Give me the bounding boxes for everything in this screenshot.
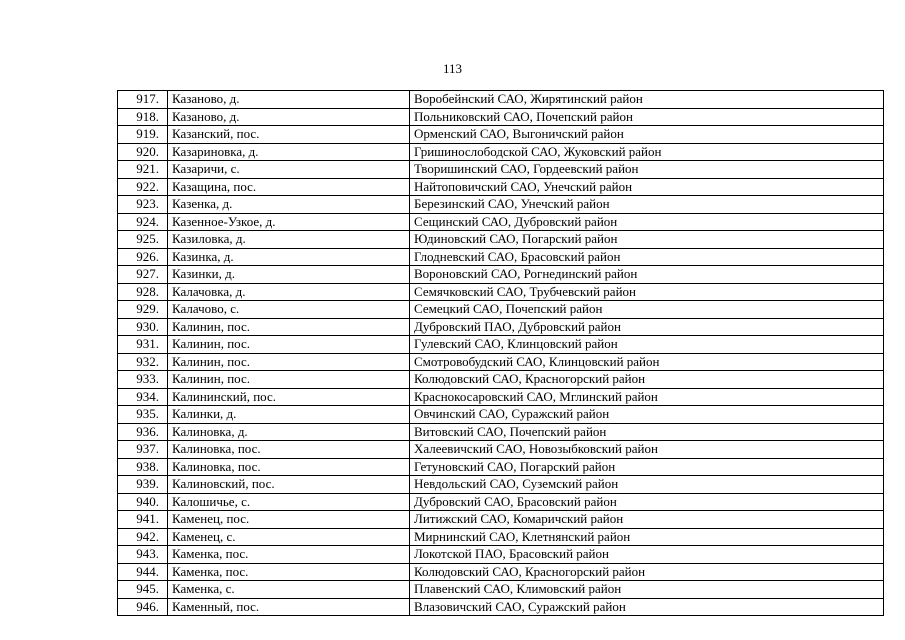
row-number-cell: 918.: [118, 108, 168, 126]
table-row: [118, 563, 884, 581]
district-cell: Польниковский САО, Почепский район: [410, 108, 884, 126]
settlement-name-cell: Каменец, пос.: [168, 511, 410, 529]
table-row: [118, 458, 884, 476]
table-row: [118, 441, 884, 459]
district-cell: Юдиновский САО, Погарский район: [410, 231, 884, 249]
row-number-cell: 944.: [118, 563, 168, 581]
settlement-name-cell: Казенка, д.: [168, 196, 410, 214]
district-cell: Семецкий САО, Почепский район: [410, 301, 884, 319]
settlement-name-cell: Казинка, д.: [168, 248, 410, 266]
table-row: [118, 178, 884, 196]
table-row: [118, 406, 884, 424]
table-row: [118, 598, 884, 616]
row-number-cell: 935.: [118, 406, 168, 424]
settlement-name-cell: Казанский, пос.: [168, 126, 410, 144]
table-row: [118, 581, 884, 599]
district-cell: Колюдовский САО, Красногорский район: [410, 371, 884, 389]
settlement-name-cell: Каменка, пос.: [168, 563, 410, 581]
row-number-cell: 923.: [118, 196, 168, 214]
row-number-cell: 921.: [118, 161, 168, 179]
settlement-name-cell: Казаричи, с.: [168, 161, 410, 179]
district-cell: Краснокосаровский САО, Мглинский район: [410, 388, 884, 406]
row-number-cell: 927.: [118, 266, 168, 284]
district-cell: Воробейнский САО, Жирятинский район: [410, 91, 884, 109]
district-cell: Овчинский САО, Суражский район: [410, 406, 884, 424]
settlement-name-cell: Каменка, с.: [168, 581, 410, 599]
row-number-cell: 933.: [118, 371, 168, 389]
row-number-cell: 919.: [118, 126, 168, 144]
row-number-cell: 932.: [118, 353, 168, 371]
row-number-cell: 946.: [118, 598, 168, 616]
settlement-name-cell: Калачовка, д.: [168, 283, 410, 301]
settlement-name-cell: Каменный, пос.: [168, 598, 410, 616]
table-row: [118, 231, 884, 249]
table-row: [118, 196, 884, 214]
row-number-cell: 922.: [118, 178, 168, 196]
table-row: [118, 528, 884, 546]
table-row: [118, 213, 884, 231]
district-cell: Мирнинский САО, Клетнянский район: [410, 528, 884, 546]
settlement-name-cell: Казаново, д.: [168, 91, 410, 109]
row-number-cell: 941.: [118, 511, 168, 529]
table-row: [118, 301, 884, 319]
table-row: [118, 318, 884, 336]
settlement-name-cell: Калининский, пос.: [168, 388, 410, 406]
settlement-name-cell: Казариновка, д.: [168, 143, 410, 161]
row-number-cell: 938.: [118, 458, 168, 476]
row-number-cell: 928.: [118, 283, 168, 301]
table-row: [118, 476, 884, 494]
table-row: [118, 91, 884, 109]
settlement-name-cell: Калинки, д.: [168, 406, 410, 424]
district-cell: Орменский САО, Выгоничский район: [410, 126, 884, 144]
table-row: [118, 423, 884, 441]
table-row: [118, 371, 884, 389]
district-cell: Творишинский САО, Гордеевский район: [410, 161, 884, 179]
settlement-name-cell: Калачово, с.: [168, 301, 410, 319]
table-body: [118, 91, 884, 616]
row-number-cell: 934.: [118, 388, 168, 406]
settlement-name-cell: Калиновка, пос.: [168, 441, 410, 459]
district-cell: Смотровобудский САО, Клинцовский район: [410, 353, 884, 371]
settlement-name-cell: Калошичье, с.: [168, 493, 410, 511]
table-row: [118, 546, 884, 564]
district-cell: Гулевский САО, Клинцовский район: [410, 336, 884, 354]
settlement-name-cell: Калинин, пос.: [168, 353, 410, 371]
table-row: [118, 493, 884, 511]
settlement-name-cell: Казенное-Узкое, д.: [168, 213, 410, 231]
table-row: [118, 511, 884, 529]
district-cell: Плавенский САО, Климовский район: [410, 581, 884, 599]
settlement-name-cell: Калиновка, пос.: [168, 458, 410, 476]
settlement-name-cell: Калинин, пос.: [168, 336, 410, 354]
row-number-cell: 931.: [118, 336, 168, 354]
district-cell: Березинский САО, Унечский район: [410, 196, 884, 214]
district-cell: Влазовичский САО, Суражский район: [410, 598, 884, 616]
district-cell: Витовский САО, Почепский район: [410, 423, 884, 441]
settlement-name-cell: Калиновский, пос.: [168, 476, 410, 494]
settlement-name-cell: Казащина, пос.: [168, 178, 410, 196]
table-row: [118, 266, 884, 284]
row-number-cell: 917.: [118, 91, 168, 109]
settlement-name-cell: Каменка, пос.: [168, 546, 410, 564]
table-row: [118, 126, 884, 144]
row-number-cell: 930.: [118, 318, 168, 336]
district-cell: Колюдовский САО, Красногорский район: [410, 563, 884, 581]
district-cell: Невдольский САО, Суземский район: [410, 476, 884, 494]
district-cell: Семячковский САО, Трубчевский район: [410, 283, 884, 301]
row-number-cell: 924.: [118, 213, 168, 231]
row-number-cell: 925.: [118, 231, 168, 249]
row-number-cell: 936.: [118, 423, 168, 441]
settlement-name-cell: Каменец, с.: [168, 528, 410, 546]
table-row: [118, 283, 884, 301]
district-cell: Локотской ПАО, Брасовский район: [410, 546, 884, 564]
page-number: 113: [442, 61, 463, 76]
table-row: [118, 336, 884, 354]
district-cell: Дубровский САО, Брасовский район: [410, 493, 884, 511]
table-row: [118, 248, 884, 266]
table-row: [118, 108, 884, 126]
row-number-cell: 939.: [118, 476, 168, 494]
district-cell: Литижский САО, Комаричский район: [410, 511, 884, 529]
district-cell: Найтоповичский САО, Унечский район: [410, 178, 884, 196]
table-row: [118, 353, 884, 371]
settlement-name-cell: Калинин, пос.: [168, 318, 410, 336]
table-row: [118, 161, 884, 179]
row-number-cell: 940.: [118, 493, 168, 511]
row-number-cell: 945.: [118, 581, 168, 599]
district-cell: Глодневский САО, Брасовский район: [410, 248, 884, 266]
row-number-cell: 943.: [118, 546, 168, 564]
settlement-name-cell: Казиловка, д.: [168, 231, 410, 249]
district-cell: Сещинский САО, Дубровский район: [410, 213, 884, 231]
settlement-name-cell: Казаново, д.: [168, 108, 410, 126]
settlements-table: [117, 90, 884, 616]
table-row: [118, 388, 884, 406]
district-cell: Гришинослободской САО, Жуковский район: [410, 143, 884, 161]
district-cell: Халеевичский САО, Новозыбковский район: [410, 441, 884, 459]
settlement-name-cell: Казинки, д.: [168, 266, 410, 284]
row-number-cell: 920.: [118, 143, 168, 161]
row-number-cell: 926.: [118, 248, 168, 266]
district-cell: Вороновский САО, Рогнединский район: [410, 266, 884, 284]
row-number-cell: 937.: [118, 441, 168, 459]
district-cell: Дубровский ПАО, Дубровский район: [410, 318, 884, 336]
row-number-cell: 929.: [118, 301, 168, 319]
table-row: [118, 143, 884, 161]
district-cell: Гетуновский САО, Погарский район: [410, 458, 884, 476]
row-number-cell: 942.: [118, 528, 168, 546]
settlement-name-cell: Калинин, пос.: [168, 371, 410, 389]
settlement-name-cell: Калиновка, д.: [168, 423, 410, 441]
